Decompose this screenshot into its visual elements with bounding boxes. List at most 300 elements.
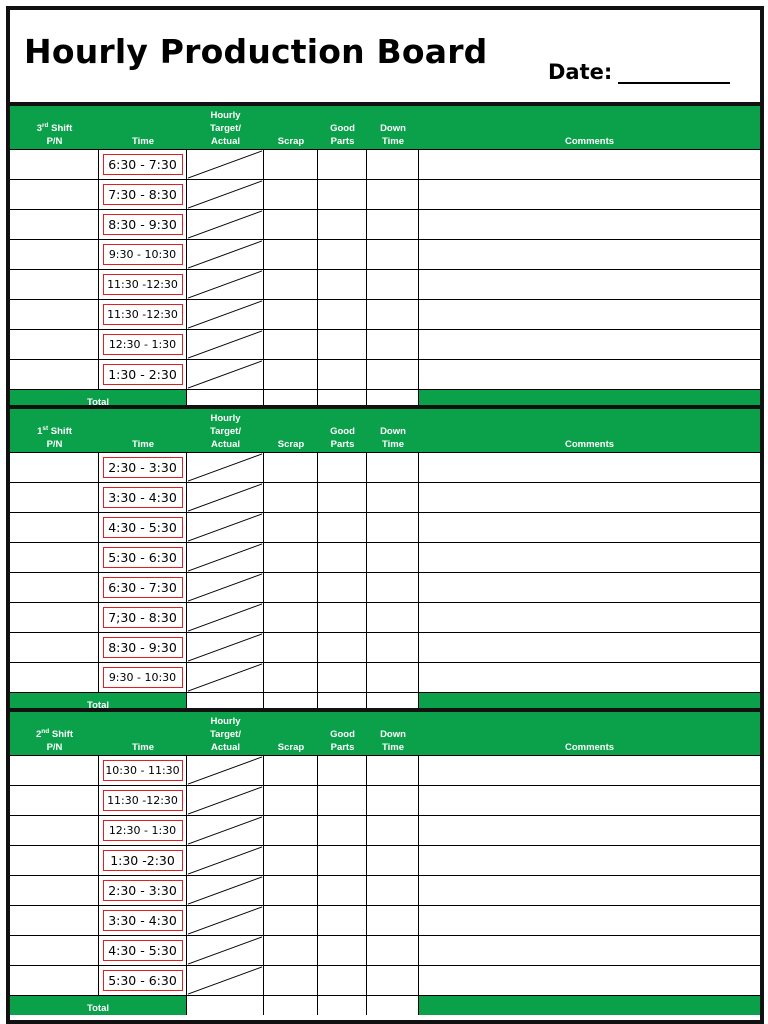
shift-ordinal-suffix: st [42,424,49,432]
good-parts-header-line: Parts [330,136,355,147]
good-parts-cell[interactable] [318,453,367,483]
time-cell [99,150,187,180]
comments-cell[interactable] [419,846,760,876]
comments-cell[interactable] [419,906,760,936]
down-time-cell[interactable] [367,513,419,543]
good-parts-cell[interactable] [318,543,367,573]
shift-section [10,405,760,712]
scrap-cell[interactable] [264,906,318,936]
time-cell [99,210,187,240]
scrap-cell[interactable] [264,270,318,300]
scrap-cell[interactable] [264,210,318,240]
page-title: Hourly Production Board [24,32,488,71]
scrap-cell[interactable] [264,936,318,966]
pn-cell[interactable] [10,663,99,693]
time-slot-label: 2:30 - 3:30 [103,457,183,478]
target-header-line: Hourly [210,110,241,121]
target-actual-cell[interactable] [187,330,264,360]
comments-cell[interactable] [419,180,760,210]
target-actual-cell[interactable] [187,300,264,330]
target-actual-cell[interactable] [187,906,264,936]
good-parts-header-line: Good [330,123,355,134]
time-slot-label: 5:30 - 6:30 [103,970,183,991]
down-time-cell[interactable] [367,936,419,966]
time-slot-label: 6:30 - 7:30 [103,154,183,175]
pn-cell[interactable] [10,360,99,390]
shift-word: Shift [51,123,73,134]
target-header-line: Hourly [210,413,241,424]
pn-column-header [10,106,99,150]
diagonal-divider-icon [187,150,263,179]
comments-cell[interactable] [419,483,760,513]
title-bar [10,10,760,102]
total-scrap-cell[interactable] [264,996,318,1015]
time-slot-label: 1:30 -2:30 [103,850,183,871]
total-label: Total [87,397,109,408]
down-time-cell[interactable] [367,180,419,210]
target-actual-cell[interactable] [187,240,264,270]
comments-cell[interactable] [419,603,760,633]
diagonal-divider-icon [187,300,263,329]
scrap-cell[interactable] [264,513,318,543]
good-parts-header-line: Good [330,729,355,740]
diagonal-divider-icon [187,966,263,995]
pn-header-label: P/N [46,439,63,450]
comments-column-header [419,106,760,150]
time-slot-label: 8:30 - 9:30 [103,637,183,658]
date-input-line[interactable] [618,62,730,84]
time-slot-label: 11:30 -12:30 [103,274,183,295]
date-field [548,60,730,84]
down-time-header-line: Down [380,123,406,134]
scrap-cell[interactable] [264,180,318,210]
diagonal-divider-icon [187,573,263,602]
down-time-header-line: Down [380,426,406,437]
good-parts-column-header [318,409,367,453]
comments-cell[interactable] [419,663,760,693]
time-cell [99,936,187,966]
comments-cell[interactable] [419,876,760,906]
time-slot-label: 1:30 - 2:30 [103,364,183,385]
comments-header-label: Comments [564,136,615,147]
comments-cell[interactable] [419,453,760,483]
pn-cell[interactable] [10,513,99,543]
good-parts-cell[interactable] [318,846,367,876]
down-time-cell[interactable] [367,360,419,390]
shift-word: Shift [50,426,72,437]
pn-cell[interactable] [10,180,99,210]
shift-section [10,102,760,409]
comments-cell[interactable] [419,936,760,966]
good-parts-cell[interactable] [318,360,367,390]
scrap-cell[interactable] [264,150,318,180]
diagonal-divider-icon [187,633,263,662]
pn-cell[interactable] [10,876,99,906]
pn-cell[interactable] [10,603,99,633]
scrap-cell[interactable] [264,756,318,786]
down-time-cell[interactable] [367,816,419,846]
time-cell [99,453,187,483]
time-cell [99,663,187,693]
time-header-label: Time [131,742,154,753]
scrap-cell[interactable] [264,330,318,360]
time-slot-label: 3:30 - 4:30 [103,487,183,508]
good-parts-cell[interactable] [318,150,367,180]
diagonal-divider-icon [187,603,263,632]
shift-number: 2 [36,729,42,740]
comments-cell[interactable] [419,756,760,786]
time-slot-label: 9:30 - 10:30 [103,667,183,688]
pn-cell[interactable] [10,330,99,360]
pn-header-label: P/N [46,136,63,147]
diagonal-divider-icon [187,663,263,692]
comments-cell[interactable] [419,786,760,816]
scrap-header-label: Scrap [277,136,305,147]
scrap-cell[interactable] [264,483,318,513]
time-column-header [99,712,187,756]
diagonal-divider-icon [187,210,263,239]
target-actual-cell[interactable] [187,936,264,966]
down-time-cell[interactable] [367,330,419,360]
pn-cell[interactable] [10,270,99,300]
shift-number: 1 [37,426,43,437]
comments-cell[interactable] [419,573,760,603]
time-column-header [99,409,187,453]
good-parts-cell[interactable] [318,483,367,513]
down-time-column-header [367,106,419,150]
good-parts-cell[interactable] [318,513,367,543]
diagonal-divider-icon [187,543,263,572]
total-target-cell[interactable] [187,996,264,1015]
pn-column-header [10,712,99,756]
comments-column-header [419,409,760,453]
target-actual-cell[interactable] [187,756,264,786]
time-cell [99,330,187,360]
good-parts-cell[interactable] [318,936,367,966]
scrap-cell[interactable] [264,966,318,996]
target-actual-cell[interactable] [187,180,264,210]
time-cell [99,876,187,906]
time-cell [99,270,187,300]
scrap-cell[interactable] [264,453,318,483]
pn-column-header [10,409,99,453]
good-parts-header-line: Parts [330,439,355,450]
shift-section [10,708,760,1015]
time-cell [99,543,187,573]
shift-ordinal-suffix: nd [41,727,50,735]
shift-word: Shift [51,729,73,740]
good-parts-cell[interactable] [318,663,367,693]
pn-cell[interactable] [10,300,99,330]
good-parts-column-header [318,106,367,150]
down-time-cell[interactable] [367,543,419,573]
target-actual-cell[interactable] [187,150,264,180]
pn-cell[interactable] [10,453,99,483]
total-comments-filler [419,996,760,1015]
pn-cell[interactable] [10,966,99,996]
time-cell [99,240,187,270]
date-label: Date: [548,60,613,84]
target-actual-cell[interactable] [187,210,264,240]
scrap-cell[interactable] [264,663,318,693]
target-actual-cell[interactable] [187,603,264,633]
pn-cell[interactable] [10,906,99,936]
time-cell [99,483,187,513]
scrap-cell[interactable] [264,603,318,633]
target-actual-cell[interactable] [187,453,264,483]
good-parts-cell[interactable] [318,300,367,330]
scrap-cell[interactable] [264,633,318,663]
time-header-label: Time [131,439,154,450]
scrap-cell[interactable] [264,543,318,573]
good-parts-cell[interactable] [318,573,367,603]
good-parts-cell[interactable] [318,240,367,270]
time-cell [99,603,187,633]
diagonal-divider-icon [187,513,263,542]
diagonal-divider-icon [187,756,263,785]
time-cell [99,573,187,603]
down-time-column-header [367,409,419,453]
down-time-cell[interactable] [367,663,419,693]
target-actual-cell[interactable] [187,846,264,876]
time-slot-label: 10:30 - 11:30 [103,760,183,781]
good-parts-header-line: Good [330,426,355,437]
pn-cell[interactable] [10,756,99,786]
target-actual-column-header [187,106,264,150]
total-label: Total [87,1003,109,1014]
scrap-column-header [264,409,318,453]
time-cell [99,180,187,210]
good-parts-cell[interactable] [318,816,367,846]
comments-cell[interactable] [419,513,760,543]
time-slot-label: 6:30 - 7:30 [103,577,183,598]
scrap-header-label: Scrap [277,742,305,753]
time-slot-label: 7:30 - 8:30 [103,184,183,205]
time-slot-label: 12:30 - 1:30 [103,820,183,841]
pn-cell[interactable] [10,633,99,663]
shift-table [10,712,760,1015]
down-time-header-line: Down [380,729,406,740]
scrap-cell[interactable] [264,786,318,816]
comments-cell[interactable] [419,966,760,996]
target-actual-cell[interactable] [187,876,264,906]
down-time-cell[interactable] [367,756,419,786]
good-parts-header-line: Parts [330,742,355,753]
target-actual-cell[interactable] [187,633,264,663]
scrap-cell[interactable] [264,573,318,603]
time-slot-label: 9:30 - 10:30 [103,244,183,265]
comments-cell[interactable] [419,816,760,846]
pn-cell[interactable] [10,846,99,876]
good-parts-cell[interactable] [318,876,367,906]
target-header-line: Target/ [210,123,241,134]
target-header-line: Actual [210,439,241,450]
time-slot-label: 11:30 -12:30 [103,790,183,811]
target-header-line: Target/ [210,426,241,437]
time-header-label: Time [131,136,154,147]
target-actual-cell[interactable] [187,966,264,996]
diagonal-divider-icon [187,876,263,905]
time-column-header [99,106,187,150]
comments-header-label: Comments [564,742,615,753]
target-actual-cell[interactable] [187,270,264,300]
pn-cell[interactable] [10,816,99,846]
comments-cell[interactable] [419,270,760,300]
target-actual-cell[interactable] [187,360,264,390]
scrap-column-header [264,712,318,756]
down-time-cell[interactable] [367,966,419,996]
diagonal-divider-icon [187,453,263,482]
time-cell [99,846,187,876]
time-slot-label: 7;30 - 8:30 [103,607,183,628]
down-time-header-line: Time [381,439,404,450]
time-slot-label: 4:30 - 5:30 [103,517,183,538]
down-time-cell[interactable] [367,300,419,330]
time-cell [99,906,187,936]
target-actual-cell[interactable] [187,513,264,543]
comments-cell[interactable] [419,360,760,390]
time-slot-label: 11:30 -12:30 [103,304,183,325]
good-parts-cell[interactable] [318,330,367,360]
time-slot-label: 4:30 - 5:30 [103,940,183,961]
time-cell [99,633,187,663]
diagonal-divider-icon [187,846,263,875]
target-actual-cell[interactable] [187,816,264,846]
shift-number: 3 [36,123,43,134]
down-time-cell[interactable] [367,633,419,663]
diagonal-divider-icon [187,240,263,269]
diagonal-divider-icon [187,360,263,389]
scrap-cell[interactable] [264,360,318,390]
scrap-column-header [264,106,318,150]
time-slot-label: 3:30 - 4:30 [103,910,183,931]
diagonal-divider-icon [187,936,263,965]
scrap-cell[interactable] [264,846,318,876]
comments-cell[interactable] [419,150,760,180]
down-time-cell[interactable] [367,603,419,633]
down-time-cell[interactable] [367,483,419,513]
target-actual-cell[interactable] [187,573,264,603]
scrap-cell[interactable] [264,300,318,330]
pn-cell[interactable] [10,786,99,816]
comments-cell[interactable] [419,543,760,573]
pn-cell[interactable] [10,150,99,180]
diagonal-divider-icon [187,906,263,935]
good-parts-cell[interactable] [318,756,367,786]
diagonal-divider-icon [187,786,263,815]
total-label: Total [87,700,109,711]
down-time-cell[interactable] [367,786,419,816]
down-time-cell[interactable] [367,906,419,936]
time-slot-label: 8:30 - 9:30 [103,214,183,235]
time-cell [99,300,187,330]
time-cell [99,513,187,543]
good-parts-cell[interactable] [318,603,367,633]
pn-cell[interactable] [10,483,99,513]
time-cell [99,786,187,816]
time-cell [99,966,187,996]
good-parts-cell[interactable] [318,906,367,936]
diagonal-divider-icon [187,816,263,845]
production-board [6,6,764,1024]
down-time-cell[interactable] [367,876,419,906]
time-cell [99,816,187,846]
shift-ordinal-suffix: rd [42,121,49,129]
down-time-header-line: Time [381,136,404,147]
good-parts-cell[interactable] [318,633,367,663]
diagonal-divider-icon [187,180,263,209]
good-parts-cell[interactable] [318,786,367,816]
time-slot-label: 2:30 - 3:30 [103,880,183,901]
time-slot-label: 5:30 - 6:30 [103,547,183,568]
down-time-cell[interactable] [367,270,419,300]
target-actual-cell[interactable] [187,483,264,513]
pn-header-label: P/N [46,742,63,753]
down-time-cell[interactable] [367,846,419,876]
diagonal-divider-icon [187,330,263,359]
good-parts-cell[interactable] [318,180,367,210]
comments-cell[interactable] [419,240,760,270]
target-header-line: Hourly [210,716,241,727]
total-down-time-cell[interactable] [367,996,419,1015]
total-good-parts-cell[interactable] [318,996,367,1015]
good-parts-cell[interactable] [318,966,367,996]
diagonal-divider-icon [187,483,263,512]
good-parts-column-header [318,712,367,756]
pn-cell[interactable] [10,936,99,966]
target-actual-cell[interactable] [187,663,264,693]
time-slot-label: 12:30 - 1:30 [103,334,183,355]
down-time-cell[interactable] [367,453,419,483]
down-time-cell[interactable] [367,240,419,270]
comments-cell[interactable] [419,300,760,330]
comments-column-header [419,712,760,756]
scrap-header-label: Scrap [277,439,305,450]
pn-cell[interactable] [10,210,99,240]
target-actual-cell[interactable] [187,543,264,573]
target-actual-column-header [187,409,264,453]
down-time-cell[interactable] [367,573,419,603]
good-parts-cell[interactable] [318,270,367,300]
pn-cell[interactable] [10,240,99,270]
target-actual-column-header [187,712,264,756]
scrap-cell[interactable] [264,876,318,906]
time-cell [99,756,187,786]
comments-cell[interactable] [419,633,760,663]
target-header-line: Target/ [210,729,241,740]
pn-cell[interactable] [10,543,99,573]
total-row-cell [10,996,187,1015]
shift-table [10,106,760,409]
diagonal-divider-icon [187,270,263,299]
good-parts-cell[interactable] [318,210,367,240]
time-cell [99,360,187,390]
shift-label [37,122,73,135]
pn-cell[interactable] [10,573,99,603]
shift-label [36,728,73,741]
down-time-column-header [367,712,419,756]
down-time-cell[interactable] [367,210,419,240]
down-time-header-line: Time [381,742,404,753]
scrap-cell[interactable] [264,816,318,846]
comments-cell[interactable] [419,210,760,240]
shift-label [37,425,72,438]
shift-table [10,409,760,712]
target-actual-cell[interactable] [187,786,264,816]
down-time-cell[interactable] [367,150,419,180]
scrap-cell[interactable] [264,240,318,270]
comments-cell[interactable] [419,330,760,360]
